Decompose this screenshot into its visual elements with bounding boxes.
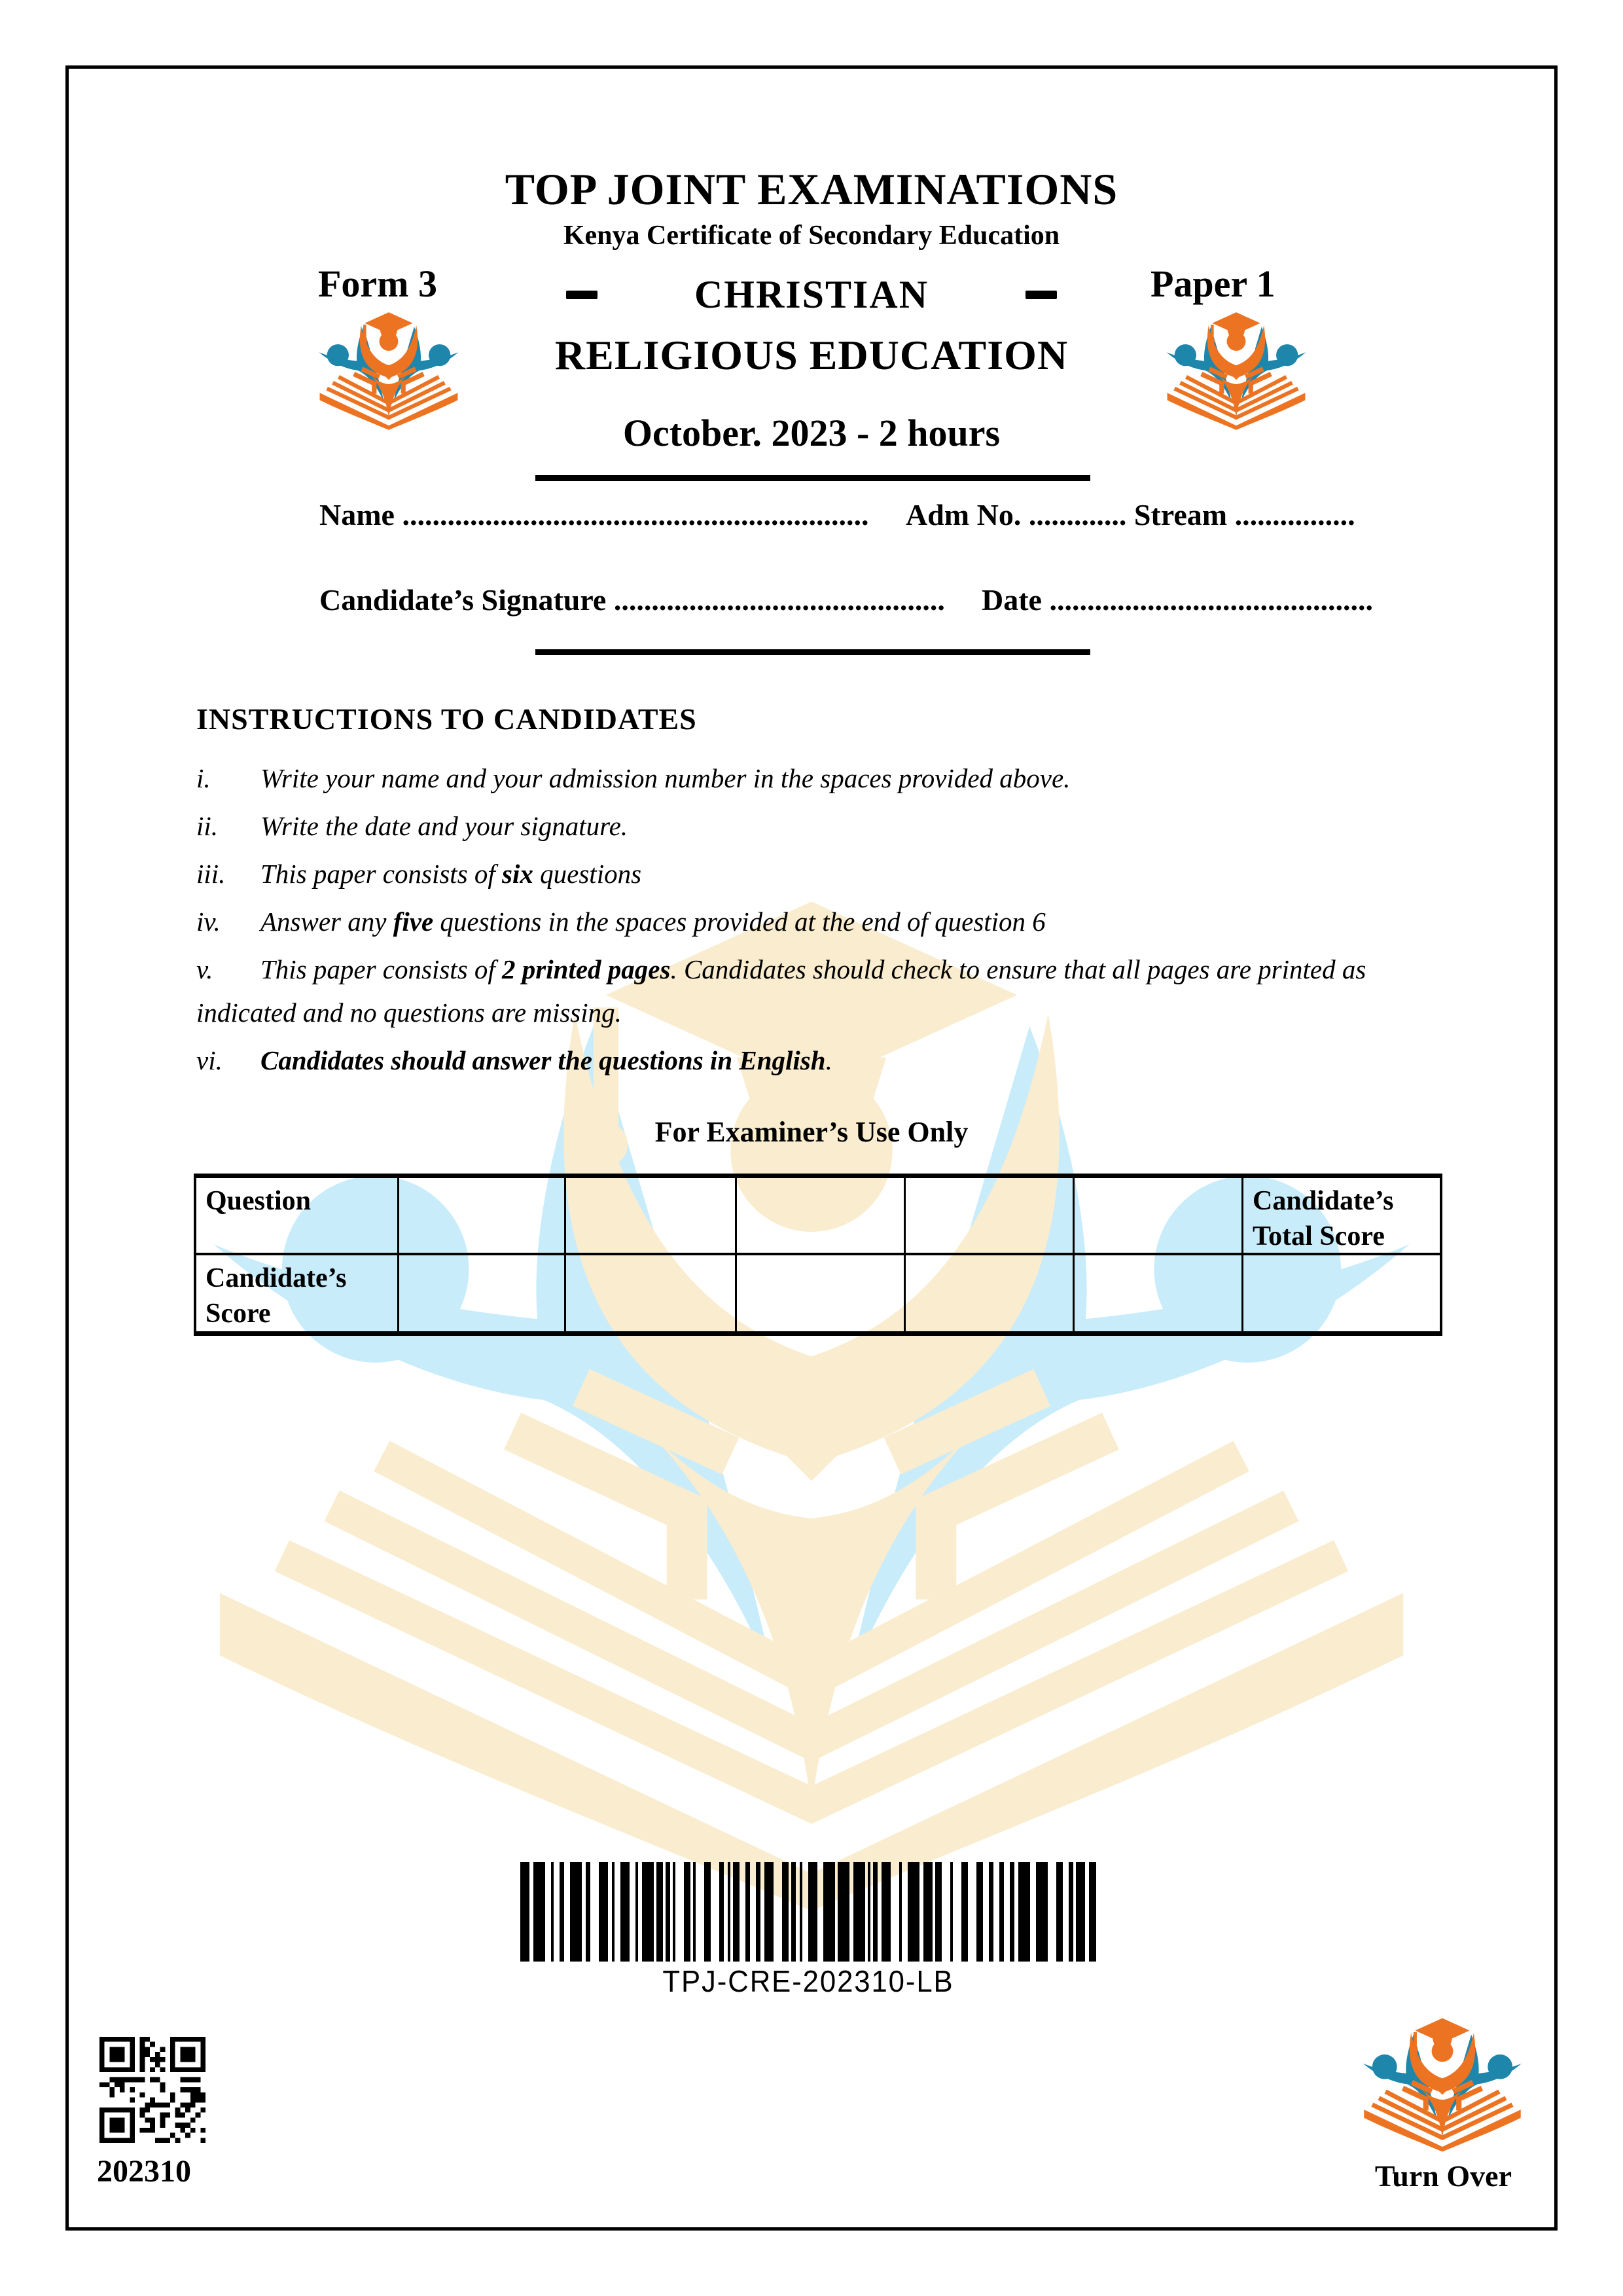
instruction-number: i. <box>196 763 211 793</box>
barcode-label: TPJ-CRE-202310-LB <box>662 1964 954 1998</box>
paper-code: 202310 <box>97 2154 191 2189</box>
examiner-question-cell <box>566 1178 737 1255</box>
instructions-heading: INSTRUCTIONS TO CANDIDATES <box>196 702 697 736</box>
instruction-text: Candidates should answer the questions in English <box>260 1045 826 1075</box>
date-field-line: Date ........................................... <box>982 583 1373 617</box>
examiner-score-cell <box>399 1255 566 1331</box>
subject-line-1 <box>0 272 1623 317</box>
instruction-number: iv. <box>196 906 221 937</box>
turn-over-label: Turn Over <box>1374 2159 1512 2193</box>
instruction-text: . Candidates should check to ensure that all pages are printed as indicated and no questions are missing. <box>196 954 1366 1028</box>
examiner-score-cell <box>566 1255 737 1331</box>
barcode <box>520 1862 1096 1962</box>
paper-label: Paper 1 <box>1150 262 1275 305</box>
examiner-score-cell <box>1075 1255 1243 1331</box>
instruction-text: This paper consists of <box>260 859 503 889</box>
examiner-question-cell <box>399 1178 566 1255</box>
instruction-text: . <box>825 1045 832 1075</box>
instruction-item <box>196 852 1440 895</box>
header-divider-top <box>535 475 1090 481</box>
examiner-table <box>194 1174 1442 1336</box>
instruction-text: This paper consists of <box>260 954 503 984</box>
instruction-text: six <box>502 859 533 889</box>
instruction-text: Write your name and your admission number in the spaces provided above. <box>260 763 1071 793</box>
examiner-score-cell <box>906 1255 1075 1331</box>
instruction-item <box>196 948 1440 1034</box>
form-label: Form 3 <box>318 262 437 305</box>
examiner-col-total-score: Candidate’s Total Score <box>1243 1178 1440 1255</box>
subject-name-line2: RELIGIOUS EDUCATION <box>554 332 1069 378</box>
instruction-text: 2 printed pages <box>502 954 671 984</box>
examiner-row-score-label: Candidate’s Score <box>196 1255 399 1331</box>
examiner-total-score-cell <box>1243 1255 1440 1331</box>
left-dash-rule <box>566 291 597 299</box>
examiner-table-title: For Examiner’s Use Only <box>654 1116 969 1148</box>
session-line: October. 2023 - 2 hours <box>622 412 1001 454</box>
instruction-number: v. <box>196 954 213 984</box>
school-logo-bottom <box>1360 2017 1525 2153</box>
instruction-item <box>196 757 1440 800</box>
examiner-question-cell <box>1075 1178 1243 1255</box>
exam-subtitle: Kenya Certificate of Secondary Education <box>563 221 1060 251</box>
signature-field-line: Candidate’s Signature ............................................ <box>319 583 945 617</box>
instruction-item <box>196 900 1440 943</box>
instruction-number: ii. <box>196 811 219 841</box>
adm-stream-field-line: Adm No. ............. Stream ................ <box>906 498 1355 531</box>
examiner-col-question: Question <box>196 1178 399 1255</box>
name-field-line: Name .............................................................. <box>319 498 869 531</box>
right-dash-rule <box>1026 291 1057 299</box>
instruction-text: Write the date and your signature. <box>260 811 628 841</box>
instruction-text: questions in the spaces provided at the end of question 6 <box>433 906 1046 937</box>
instruction-text: questions <box>533 859 642 889</box>
instruction-text: Answer any <box>260 906 393 937</box>
examiner-question-cell <box>906 1178 1075 1255</box>
subject-name-line1: CHRISTIAN <box>694 273 929 316</box>
instructions-list <box>196 757 1440 1086</box>
instruction-item <box>196 1039 1440 1082</box>
instruction-number: vi. <box>196 1045 223 1075</box>
instruction-number: iii. <box>196 859 226 889</box>
header-divider-bottom <box>535 649 1090 655</box>
exam-board-title: TOP JOINT EXAMINATIONS <box>505 164 1118 214</box>
examiner-question-cell <box>737 1178 906 1255</box>
qr-code <box>99 2037 205 2143</box>
instruction-item <box>196 804 1440 848</box>
instruction-text: five <box>393 906 434 937</box>
examiner-score-cell <box>737 1255 906 1331</box>
